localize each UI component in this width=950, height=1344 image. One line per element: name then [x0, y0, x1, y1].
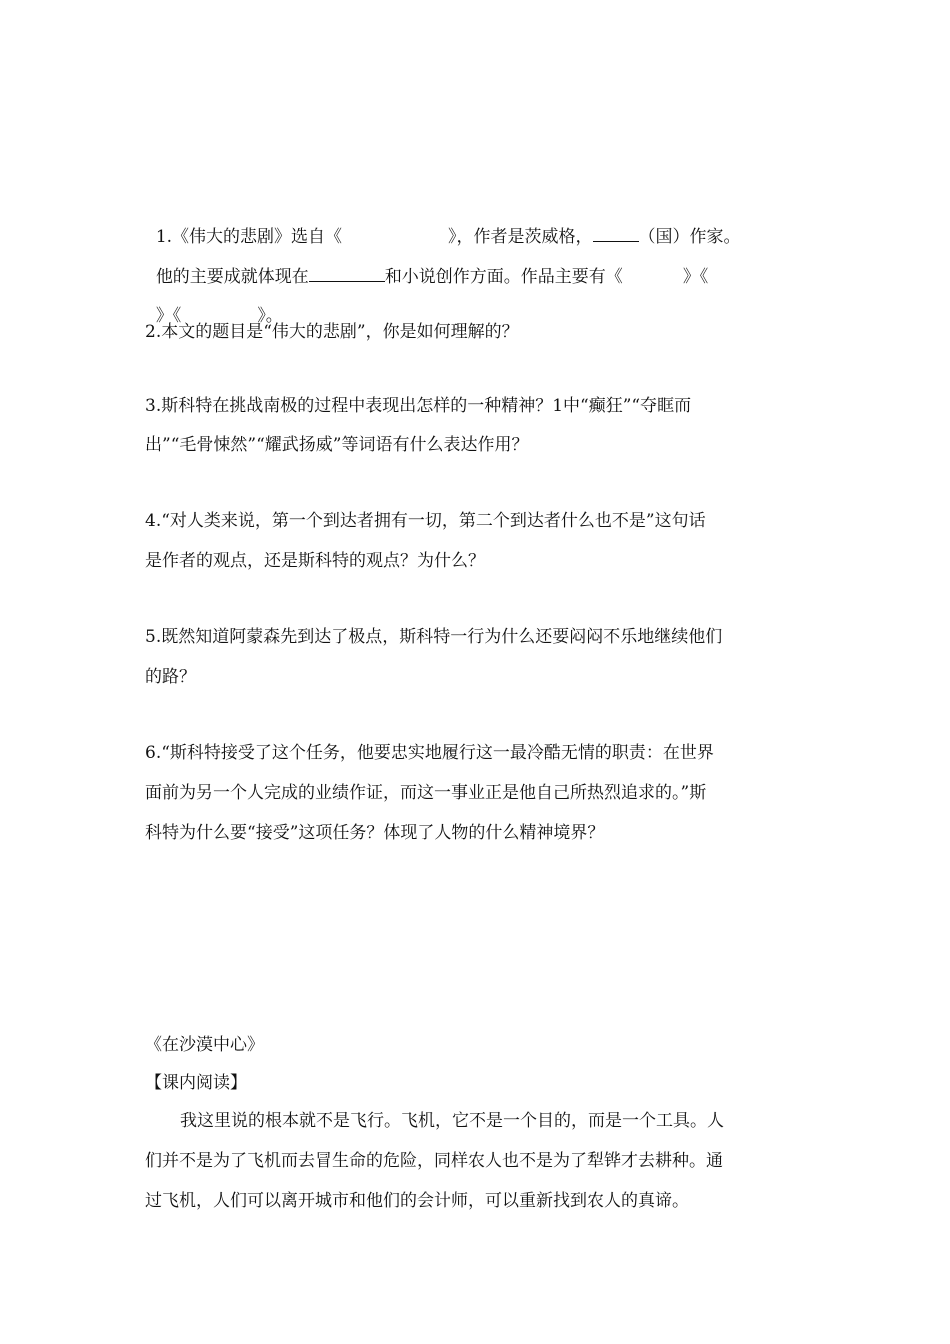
q1-text: 》《: [682, 267, 709, 287]
question-6-line-1: 6.“斯科特接受了这个任务，他要忠实地履行这一最冷酷无情的职责：在世界: [145, 743, 714, 763]
question-3-line-2: 出”“毛骨悚然”“耀武扬威”等词语有什么表达作用？: [145, 435, 529, 455]
q1-text: 》，作者是茨威格，: [448, 227, 593, 247]
q1-text: 》。: [257, 306, 283, 326]
question-5-line-2: 的路？: [145, 667, 196, 687]
question-4-line-2: 是作者的观点，还是斯科特的观点？为什么？: [145, 551, 485, 571]
question-1-line-2: [145, 243, 708, 288]
paragraph-line-3: 过飞机，人们可以离开城市和他们的会计师，可以重新找到农人的真谛。: [145, 1191, 689, 1211]
q1-text: 》《: [155, 306, 182, 326]
q1-blank-country: [593, 225, 639, 242]
question-3-line-1: 3.斯科特在挑战南极的过程中表现出怎样的一种精神？1中“癫狂”“夺眶而: [145, 396, 692, 416]
q1-text: 和小说创作方面。作品主要有《: [384, 267, 623, 287]
question-5-line-1: 5.既然知道阿蒙森先到达了极点，斯科特一行为什么还要闷闷不乐地继续他们: [145, 627, 723, 647]
section-title: 《在沙漠中心》: [145, 1035, 264, 1055]
q1-text: 1.《伟大的悲剧》选自《: [155, 227, 343, 247]
question-2: 2.本文的题目是“伟大的悲剧”，你是如何理解的？: [145, 322, 519, 342]
section-label: 【课内阅读】: [145, 1073, 247, 1093]
q1-blank-achievement: [309, 265, 385, 282]
question-4-line-1: 4.“对人类来说，第一个到达者拥有一切，第二个到达者什么也不是”这句话: [145, 511, 706, 531]
q1-text: （国）作家。: [638, 227, 741, 247]
question-6-line-3: 科特为什么要“接受”这项任务？体现了人物的什么精神境界？: [145, 823, 605, 843]
q1-text: 他的主要成就体现在: [155, 267, 309, 287]
paragraph-line-2: 们并不是为了飞机而去冒生命的危险，同样农人也不是为了犁铧才去耕种。通: [145, 1151, 723, 1171]
paragraph-line-1: 我这里说的根本就不是飞行。飞机，它不是一个目的，而是一个工具。人: [180, 1111, 724, 1131]
question-1-line-1: [145, 203, 741, 248]
question-6-line-2: 面前为另一个人完成的业绩作证，而这一事业正是他自己所热烈追求的。”斯: [145, 783, 707, 803]
